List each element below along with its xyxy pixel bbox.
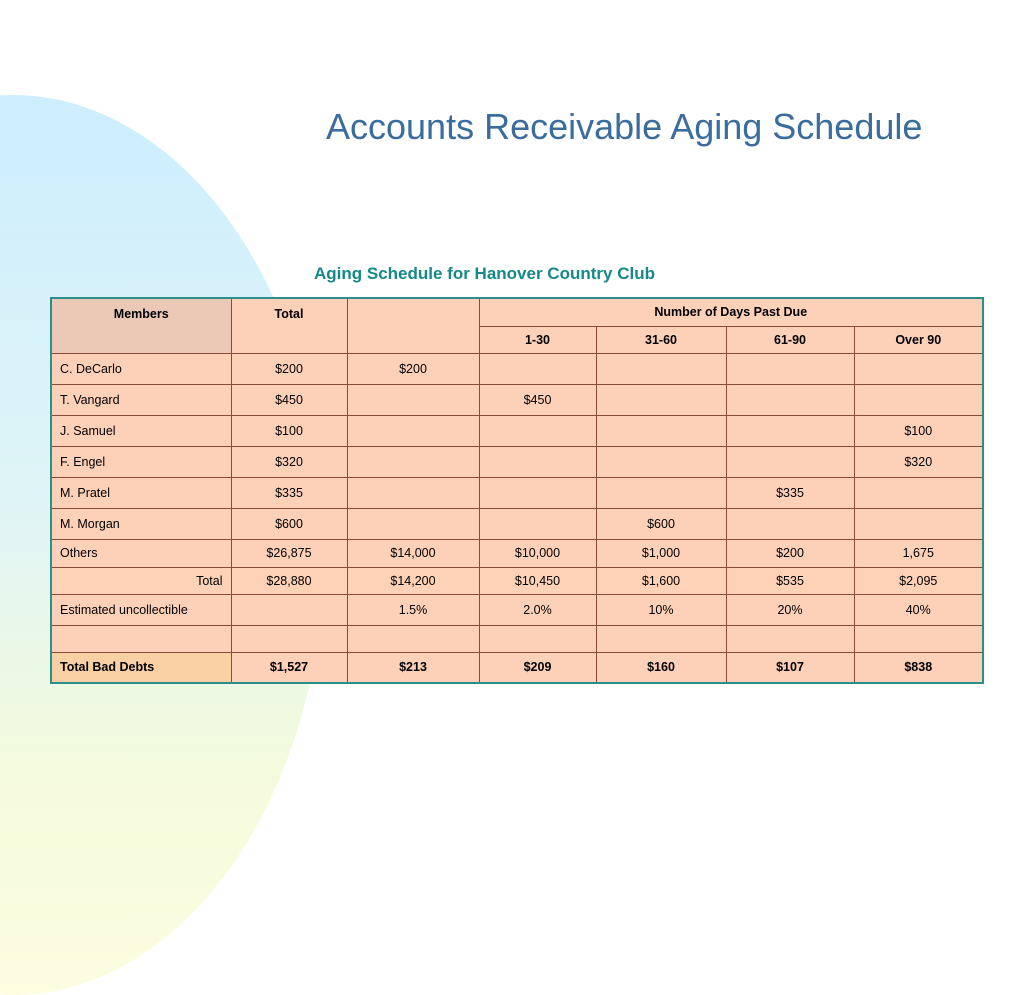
table-row xyxy=(51,508,983,539)
over90-cell xyxy=(854,353,983,384)
table-row xyxy=(51,446,983,477)
empty-cell xyxy=(596,625,726,652)
d31-60-cell: $160 xyxy=(596,652,726,683)
total-header: Total xyxy=(231,298,347,353)
d61-90-cell: $107 xyxy=(726,652,854,683)
over90-cell: $320 xyxy=(854,446,983,477)
over90-cell: $2,095 xyxy=(854,567,983,594)
d61-90-cell xyxy=(726,353,854,384)
d31-60-cell xyxy=(596,415,726,446)
total-cell: $320 xyxy=(231,446,347,477)
current-cell xyxy=(347,384,479,415)
d1-30-cell: $10,450 xyxy=(479,567,596,594)
total-cell xyxy=(231,594,347,625)
d61-90-cell xyxy=(726,415,854,446)
bad-debts-label: Total Bad Debts xyxy=(51,652,231,683)
empty-cell xyxy=(854,625,983,652)
current-cell: $213 xyxy=(347,652,479,683)
over90-cell xyxy=(854,508,983,539)
current-cell: $14,000 xyxy=(347,539,479,567)
current-cell: $14,200 xyxy=(347,567,479,594)
member-name: F. Engel xyxy=(51,446,231,477)
d61-90-cell: 20% xyxy=(726,594,854,625)
total-label: Total xyxy=(51,567,231,594)
current-cell xyxy=(347,477,479,508)
d1-30-cell: $450 xyxy=(479,384,596,415)
d61-90-cell: $200 xyxy=(726,539,854,567)
table-row xyxy=(51,477,983,508)
total-cell: $100 xyxy=(231,415,347,446)
uncollectible-row xyxy=(51,594,983,625)
table-row xyxy=(51,415,983,446)
bad-debts-row xyxy=(51,652,983,683)
uncollectible-label: Estimated uncollectible xyxy=(51,594,231,625)
table-title: Aging Schedule for Hanover Country Club xyxy=(314,264,655,283)
d1-30-cell xyxy=(479,415,596,446)
current-cell: $200 xyxy=(347,353,479,384)
over90-cell xyxy=(854,384,983,415)
member-name: Others xyxy=(51,539,231,567)
total-cell: $26,875 xyxy=(231,539,347,567)
empty-cell xyxy=(726,625,854,652)
table-row xyxy=(51,353,983,384)
header-row xyxy=(51,298,983,326)
total-cell: $335 xyxy=(231,477,347,508)
total-cell: $28,880 xyxy=(231,567,347,594)
d31-60-cell xyxy=(596,477,726,508)
d31-60-cell xyxy=(596,446,726,477)
over90-cell xyxy=(854,477,983,508)
blank-header xyxy=(347,298,479,353)
d31-60-cell: $1,000 xyxy=(596,539,726,567)
d1-30-cell xyxy=(479,446,596,477)
bucket-header: 1-30 xyxy=(479,326,596,353)
members-header: Members xyxy=(51,298,231,353)
empty-cell xyxy=(51,625,231,652)
member-name: C. DeCarlo xyxy=(51,353,231,384)
over90-cell: 40% xyxy=(854,594,983,625)
total-cell: $200 xyxy=(231,353,347,384)
d31-60-cell: 10% xyxy=(596,594,726,625)
d61-90-cell xyxy=(726,508,854,539)
current-cell: 1.5% xyxy=(347,594,479,625)
empty-cell xyxy=(479,625,596,652)
d31-60-cell: $600 xyxy=(596,508,726,539)
d61-90-cell: $335 xyxy=(726,477,854,508)
total-row xyxy=(51,567,983,594)
bucket-header: Over 90 xyxy=(854,326,983,353)
current-cell xyxy=(347,415,479,446)
current-cell xyxy=(347,446,479,477)
over90-cell: 1,675 xyxy=(854,539,983,567)
d1-30-cell: 2.0% xyxy=(479,594,596,625)
slide-title: Accounts Receivable Aging Schedule xyxy=(326,106,923,147)
empty-cell xyxy=(231,625,347,652)
current-cell xyxy=(347,508,479,539)
empty-cell xyxy=(347,625,479,652)
bucket-header: 31-60 xyxy=(596,326,726,353)
total-cell: $450 xyxy=(231,384,347,415)
d31-60-cell xyxy=(596,353,726,384)
aging-schedule-table xyxy=(50,297,984,684)
empty-row xyxy=(51,625,983,652)
d1-30-cell xyxy=(479,353,596,384)
member-name: M. Morgan xyxy=(51,508,231,539)
bucket-header: 61-90 xyxy=(726,326,854,353)
d61-90-cell: $535 xyxy=(726,567,854,594)
member-name: M. Pratel xyxy=(51,477,231,508)
member-name: T. Vangard xyxy=(51,384,231,415)
over90-cell: $100 xyxy=(854,415,983,446)
d1-30-cell: $10,000 xyxy=(479,539,596,567)
d1-30-cell xyxy=(479,477,596,508)
d31-60-cell xyxy=(596,384,726,415)
table-body xyxy=(51,298,983,683)
total-cell: $1,527 xyxy=(231,652,347,683)
d61-90-cell xyxy=(726,384,854,415)
table-row xyxy=(51,539,983,567)
table-row xyxy=(51,384,983,415)
total-cell: $600 xyxy=(231,508,347,539)
over90-cell: $838 xyxy=(854,652,983,683)
d1-30-cell xyxy=(479,508,596,539)
days-past-due-header: Number of Days Past Due xyxy=(479,298,983,326)
d31-60-cell: $1,600 xyxy=(596,567,726,594)
d61-90-cell xyxy=(726,446,854,477)
member-name: J. Samuel xyxy=(51,415,231,446)
d1-30-cell: $209 xyxy=(479,652,596,683)
